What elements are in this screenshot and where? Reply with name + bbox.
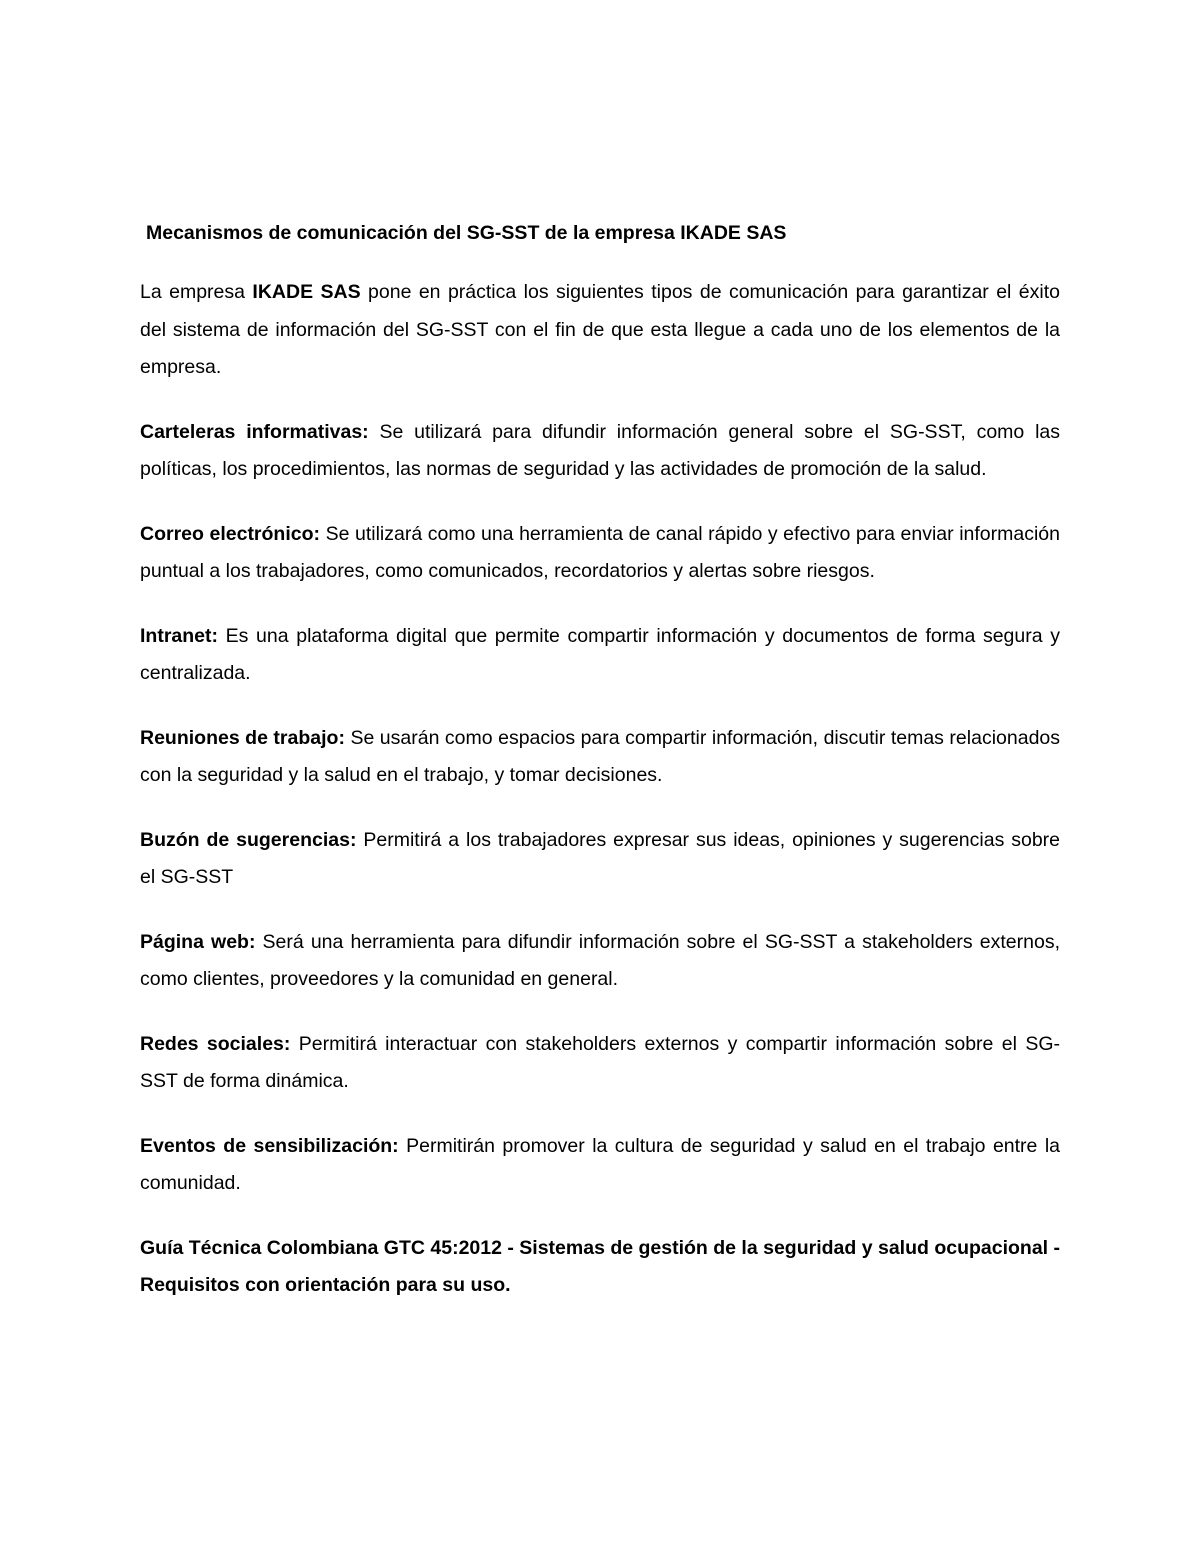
mechanism-carteleras [140,414,1060,489]
mechanism-term: Página web: [140,930,256,953]
document-title: Mecanismos de comunicación del SG-SST de la empresa IKADE SAS [146,222,787,244]
mechanism-description: Permitirá a los trabajadores expresar sus ideas, opiniones y sugerencias sobre el SG-SST [140,828,1061,888]
mechanism-pagina-web [140,924,1060,999]
intro-paragraph [140,274,1060,387]
mechanism-intranet [140,618,1060,693]
mechanism-term: Redes sociales: [140,1032,291,1055]
mechanism-description: Permitirá interactuar con stakeholders externos y compartir información sobre el SG-SST de forma dinámica. [140,1032,1060,1092]
mechanism-description: Será una herramienta para difundir información sobre el SG-SST a stakeholders externos, como clientes, proveedores y la comunidad en general. [140,930,1060,990]
mechanism-redes-sociales [140,1026,1060,1101]
mechanism-term: Intranet: [140,624,218,647]
mechanism-description: Permitirán promover la cultura de seguridad y salud en el trabajo entre la comunidad. [140,1134,1061,1194]
mechanism-term: Eventos de sensibilización: [140,1134,399,1157]
mechanism-description: Se usarán como espacios para compartir información, discutir temas relacionados con la seguridad y la salud en el trabajo, y tomar decisiones. [140,726,1061,786]
mechanism-buzon [140,822,1060,897]
intro-text: pone en práctica los siguientes tipos de comunicación para garantizar el éxito del sistema de información del SG-SST con el fin de que esta llegue a cada uno de los elementos de la empresa. [140,281,1060,378]
mechanism-correo [140,516,1060,591]
mechanism-description: Se utilizará como una herramienta de canal rápido y efectivo para enviar información puntual a los trabajadores, como comunicados, recordatorios y alertas sobre riesgos. [140,522,1060,582]
mechanism-term: Buzón de sugerencias: [140,828,357,851]
mechanism-description: Se utilizará para difundir información general sobre el SG-SST, como las políticas, los procedimientos, las normas de seguridad y las actividades de promoción de la salud. [140,420,1060,480]
mechanism-reuniones [140,720,1060,795]
mechanism-term: Carteleras informativas: [140,420,369,443]
mechanism-term: Reuniones de trabajo: [140,726,345,749]
reference-citation: Guía Técnica Colombiana GTC 45:2012 - Sistemas de gestión de la seguridad y salud ocupacional - Requisitos con orientación para su uso. [140,1236,1061,1296]
company-name: IKADE SAS [252,281,361,303]
mechanism-description: Es una plataforma digital que permite compartir información y documentos de forma segura y centralizada. [140,624,1060,684]
intro-prefix: La empresa [140,281,253,303]
mechanism-term: Correo electrónico: [140,522,321,545]
document-page [140,218,1060,1305]
mechanism-eventos [140,1128,1060,1203]
